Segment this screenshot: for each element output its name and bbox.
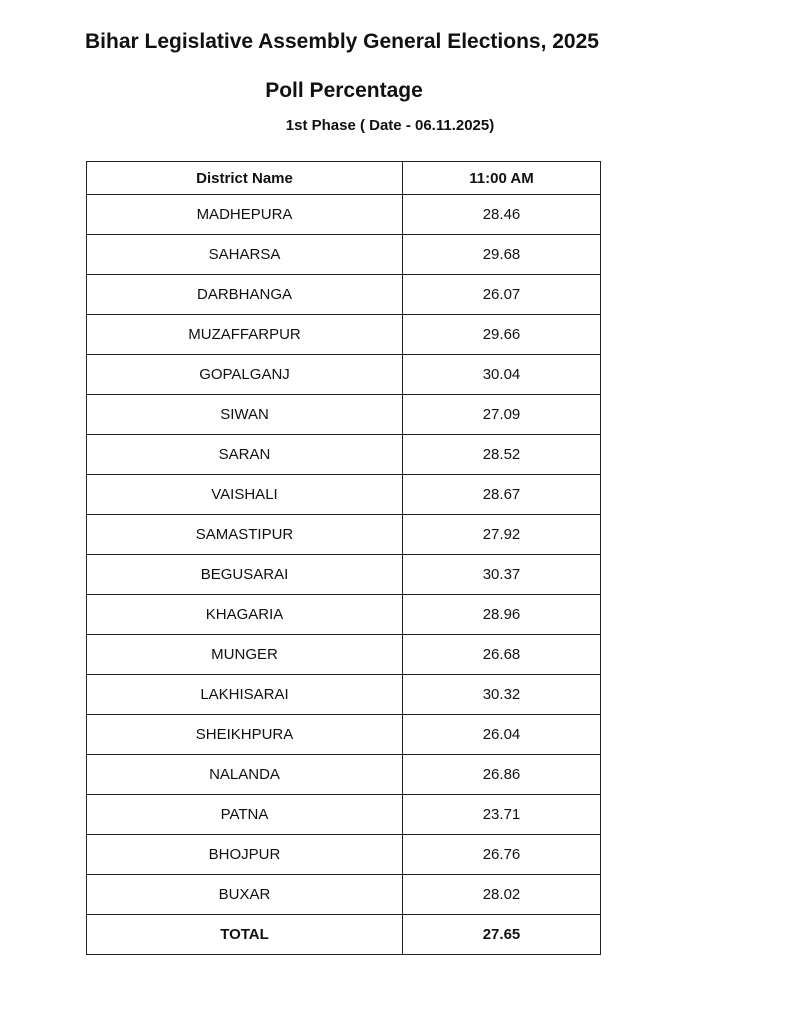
table-row [87,395,601,435]
district-name-cell: BEGUSARAI [87,555,403,595]
district-name-cell: MUNGER [87,635,403,675]
poll-percentage-cell: 28.46 [403,195,601,235]
table-total-row [87,915,601,955]
table-row [87,635,601,675]
poll-percentage-cell: 30.32 [403,675,601,715]
table-row [87,435,601,475]
total-label: TOTAL [87,915,403,955]
poll-percentage-cell: 26.68 [403,635,601,675]
table-row [87,755,601,795]
table-row [87,195,601,235]
table-row [87,315,601,355]
poll-percentage-cell: 26.86 [403,755,601,795]
poll-percentage-cell: 27.92 [403,515,601,555]
district-name-cell: MUZAFFARPUR [87,315,403,355]
table-row [87,355,601,395]
column-header-district: District Name [87,162,403,195]
district-name-cell: PATNA [87,795,403,835]
poll-percentage-cell: 28.52 [403,435,601,475]
district-name-cell: BHOJPUR [87,835,403,875]
document-title: Bihar Legislative Assembly General Elections, 2025 [85,30,599,53]
district-name-cell: NALANDA [87,755,403,795]
table-row [87,555,601,595]
district-name-cell: BUXAR [87,875,403,915]
poll-percentage-cell: 30.37 [403,555,601,595]
district-name-cell: GOPALGANJ [87,355,403,395]
poll-percentage-cell: 26.07 [403,275,601,315]
poll-percentage-cell: 29.68 [403,235,601,275]
poll-percentage-cell: 23.71 [403,795,601,835]
district-name-cell: DARBHANGA [87,275,403,315]
poll-percentage-cell: 27.09 [403,395,601,435]
poll-percentage-cell: 28.67 [403,475,601,515]
poll-percentage-cell: 26.76 [403,835,601,875]
poll-percentage-cell: 28.02 [403,875,601,915]
table-row [87,795,601,835]
poll-percentage-cell: 28.96 [403,595,601,635]
phase-date-line: 1st Phase ( Date - 06.11.2025) [285,117,495,134]
district-name-cell: SARAN [87,435,403,475]
table-row [87,715,601,755]
table-row [87,835,601,875]
table-row [87,595,601,635]
district-name-cell: MADHEPURA [87,195,403,235]
poll-percentage-cell: 29.66 [403,315,601,355]
district-name-cell: SAHARSA [87,235,403,275]
poll-percentage-cell: 26.04 [403,715,601,755]
document-subtitle: Poll Percentage [265,79,423,102]
district-name-cell: SAMASTIPUR [87,515,403,555]
column-header-time: 11:00 AM [403,162,601,195]
table-header-row [87,162,601,195]
total-value: 27.65 [403,915,601,955]
district-name-cell: LAKHISARAI [87,675,403,715]
table-row [87,235,601,275]
table-row [87,875,601,915]
district-name-cell: VAISHALI [87,475,403,515]
district-name-cell: SHEIKHPURA [87,715,403,755]
district-name-cell: KHAGARIA [87,595,403,635]
poll-percentage-table [86,161,601,955]
table-row [87,475,601,515]
table-row [87,515,601,555]
poll-percentage-cell: 30.04 [403,355,601,395]
district-name-cell: SIWAN [87,395,403,435]
table-row [87,275,601,315]
table-row [87,675,601,715]
